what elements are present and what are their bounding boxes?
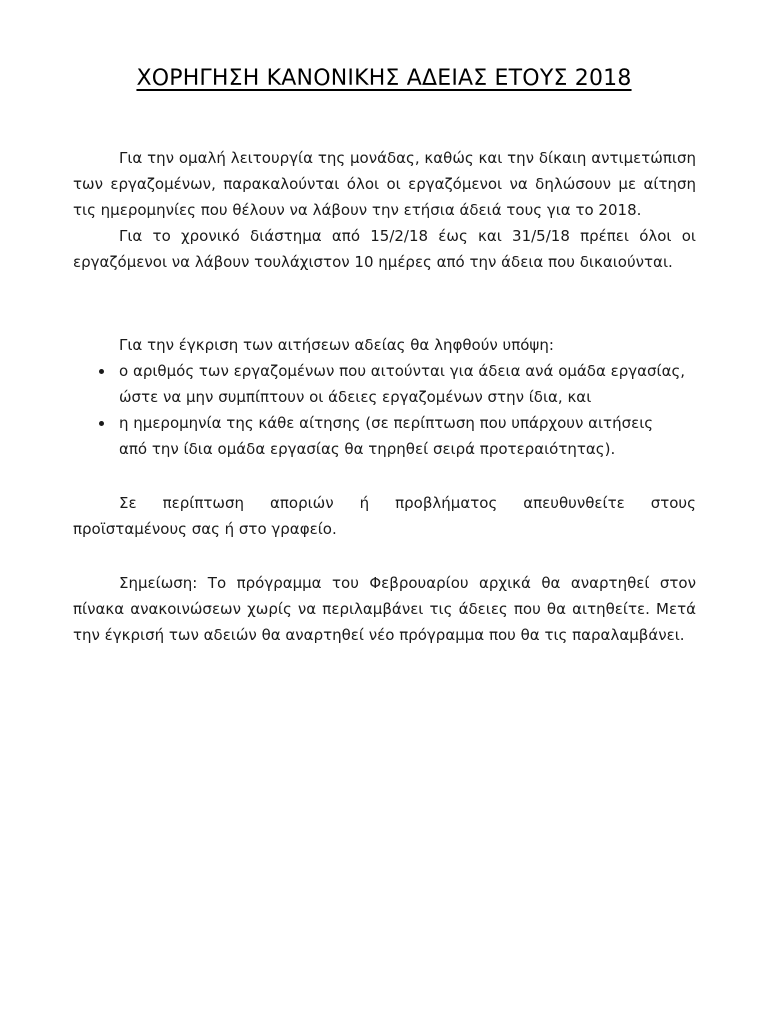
paragraph-leave-declaration	[73, 145, 696, 275]
contact-paragraph	[73, 490, 696, 542]
contact-line-2: προϊσταμένους σας ή στο γραφείο.	[73, 520, 337, 538]
criteria-item-line: από την ίδια ομάδα εργασίας θα τηρηθεί σειρά προτεραιότητας).	[119, 440, 616, 458]
criteria-item	[73, 358, 696, 410]
bullet-icon	[99, 369, 104, 374]
bullet-icon	[99, 421, 104, 426]
paragraph-1: Για την ομαλή λειτουργία της μονάδας, καθώς και την δίκαιη αντιμετώπιση των εργαζομένων, παρακαλούνται όλοι οι εργαζόμενοι να δηλώσουν με αίτηση τις ημερομηνίες που θέλουν να λάβουν την ετήσια άδειά τους για το 2018.	[73, 149, 696, 219]
criteria-item-line: ώστε να μην συμπίπτουν οι άδειες εργαζομένων στην ίδια, και	[119, 388, 592, 406]
contact-word: προβλήματος	[395, 494, 498, 512]
contact-word: στους	[650, 494, 696, 512]
contact-word: ή	[359, 494, 370, 512]
criteria-intro	[73, 332, 696, 358]
paragraph-2: Για το χρονικό διάστημα από 15/2/18 έως και 31/5/18 πρέπει όλοι οι εργαζόμενοι να λάβουν τουλάχιστον 10 ημέρες από την άδεια που δικαιούνται.	[73, 227, 696, 271]
contact-word: Σε	[119, 494, 137, 512]
document-title-text: ΧΟΡΗΓΗΣΗ ΚΑΝΟΝΙΚΗΣ ΑΔΕΙΑΣ ΕΤΟΥΣ 2018	[136, 66, 632, 91]
note-text: Σημείωση: Το πρόγραμμα του Φεβρουαρίου αρχικά θα αναρτηθεί στον πίνακα ανακοινώσεων χωρίς να περιλαμβάνει τις άδειες που θα αιτηθείτε. Μετά την έγκρισή των αδειών θα αναρτηθεί νέο πρόγραμμα που θα τις παραλαμβάνει.	[73, 574, 696, 644]
note-paragraph	[73, 570, 696, 648]
contact-word: αποριών	[269, 494, 334, 512]
criteria-item-line: η ημερομηνία της κάθε αίτησης (σε περίπτωση που υπάρχουν αιτήσεις	[119, 414, 654, 432]
criteria-intro-text: Για την έγκριση των αιτήσεων αδείας θα ληφθούν υπόψη:	[119, 336, 554, 354]
contact-word: απευθυνθείτε	[523, 494, 625, 512]
contact-word: περίπτωση	[162, 494, 244, 512]
document-title	[0, 66, 768, 91]
criteria-item	[73, 410, 696, 462]
criteria-list	[73, 358, 696, 462]
contact-line-1	[73, 490, 696, 516]
criteria-item-line: ο αριθμός των εργαζομένων που αιτούνται για άδεια ανά ομάδα εργασίας,	[119, 362, 686, 380]
